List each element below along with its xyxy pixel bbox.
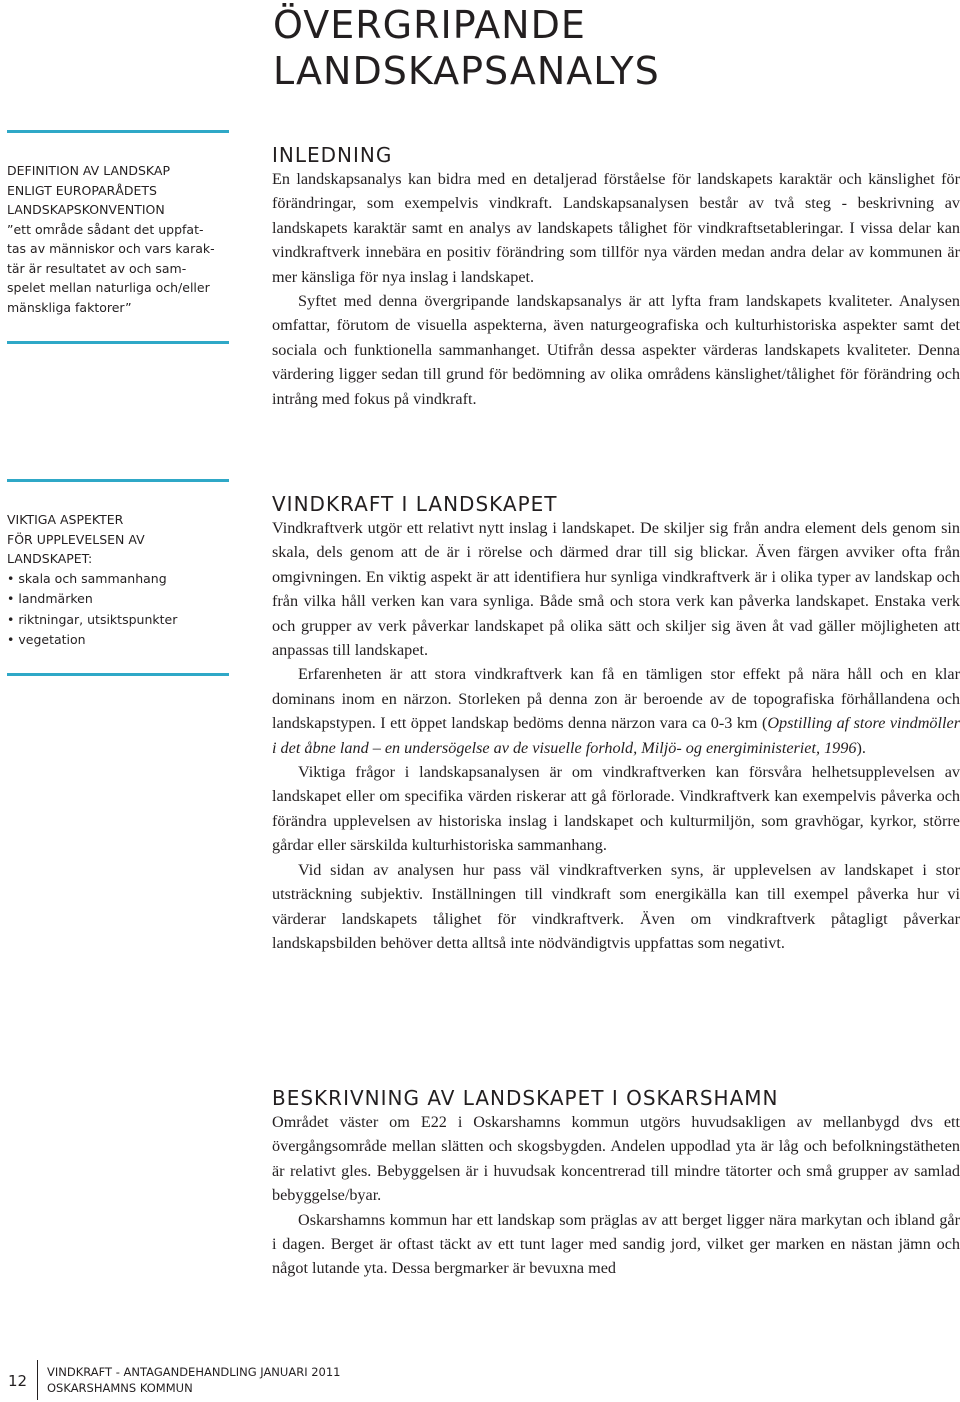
list-item: • skala och sammanhang xyxy=(7,569,229,590)
page-title-line2: LANDSKAPSANALYS xyxy=(273,49,660,93)
page-title xyxy=(273,2,660,94)
paragraph: Området väster om E22 i Oskarshamns kommun utgörs huvudsakligen av mellanbygd dvs ett övergångsområde mellan slätten och skogsbygden. Andelen uppodlad yta är låg och befolkningstätheten är relativt gles. Bebyggelsen är i huvudsak koncentrerad till mindre tätorter och små grupper av samlad bebyggelse/byar. xyxy=(272,1113,960,1205)
paragraph: Vid sidan av analysen hur pass väl vindkraftverken syns, är upplevelsen av landskapet i stor utsträckning subjektiv. Inställningen till vindkraft som energikälla kan till exempel påverka hur vi värderar landskapets tålighet för vindkraftverk. Även om vindkraftverk påtagligt påverkar landskapsbilden behöver detta alltså inte nödvändigtvis uppfattas som negativt. xyxy=(272,860,960,952)
heading-line: FÖR UPPLEVELSEN AV xyxy=(7,531,145,547)
footer-text xyxy=(47,1364,341,1396)
citation: Opstilling af store vindmöller i det åbne land – en undersögelse av de visuelle forhold, Miljö- og energiministeriet, 1996 xyxy=(272,714,960,757)
sidebar-definition-heading xyxy=(7,161,229,220)
quote-line: tas av människor och vars karak- xyxy=(7,241,215,256)
list-item: • riktningar, utsiktspunkter xyxy=(7,610,229,631)
sidebar-top-rule xyxy=(7,130,229,133)
heading-line: LANDSKAPSKONVENTION xyxy=(7,202,165,217)
paragraph xyxy=(272,662,960,760)
page-title-line1: ÖVERGRIPANDE xyxy=(273,3,586,47)
page-footer xyxy=(0,1360,400,1402)
quote-line: spelet mellan naturliga och/eller xyxy=(7,280,210,295)
section-heading: BESKRIVNING AV LANDSKAPET I OSKARSHAMN xyxy=(272,1086,779,1110)
sidebar-aspects-heading xyxy=(7,510,229,569)
section-beskrivning xyxy=(272,1086,960,1281)
sidebar-bottom-rule xyxy=(7,341,229,344)
paragraph: Oskarshamns kommun har ett landskap som präglas av att berget ligger nära markytan och ibland går i dagen. Berget är oftast täckt av ett tunt lager med sandig jord, vilket ger marken en nästan jämn och något lutande yta. Dessa bergmarker är bevuxna med xyxy=(272,1210,960,1278)
heading-line: LANDSKAPET: xyxy=(7,551,93,566)
paragraph-text: Erfarenheten är att stora vindkraftverk kan få en tämligen stor effekt på nära håll och en klar dominans inom en närzon. Storleken på denna zon är beroende av de topografiska förhållandena och landskapstypen. I ett öppet landskap bedöms denna närzon vara ca 0-3 km ( xyxy=(272,665,960,733)
quote-line: tär är resultatet av och sam- xyxy=(7,260,187,276)
list-item: • landmärken xyxy=(7,589,229,610)
section-heading: INLEDNING xyxy=(272,143,393,167)
section-heading: VINDKRAFT I LANDSKAPET xyxy=(272,492,558,516)
sidebar-bottom-rule xyxy=(7,673,229,676)
paragraph: Viktiga frågor i landskapsanalysen är om vindkraftverken kan försvåra helhetsupplevelsen av landskapet eller om specifika värden riskerar att gå förlorade. Vindkraftverk kan exempelvis påverka och förändra upplevelsen av historiska inslag i landskapet och kulturmiljön, som gravhögar, kyrkor, större gårdar eller särskilda kulturhistoriska sammanhang. xyxy=(272,763,960,855)
footer-line: VINDKRAFT - ANTAGANDEHANDLING JANUARI 2011 xyxy=(47,1365,341,1379)
footer-line: OSKARSHAMNS KOMMUN xyxy=(47,1381,193,1395)
sidebar-top-rule xyxy=(7,479,229,482)
section-inledning xyxy=(272,143,960,411)
section-vindkraft xyxy=(272,492,960,955)
quote-line: ”ett område sådant det uppfat- xyxy=(7,221,204,237)
paragraph: Syftet med denna övergripande landskapsanalys är att lyfta fram landskapets kvaliteter. Analysen omfattar, förutom de visuella aspekterna, även naturgeografiska och kulturhistoriska aspekter samt det sociala och funktionella sammanhanget. Utifrån dessa aspekter värderas landskapets kvaliteter. Denna värdering ligger sedan till grund för bedömning av olika områdens känslighet/tålighet för förändring och intrång med fokus på vindkraft. xyxy=(272,292,960,408)
sidebar-aspects-box xyxy=(7,479,229,676)
footer-divider xyxy=(37,1360,38,1400)
heading-line: ENLIGT EUROPARÅDETS xyxy=(7,182,157,198)
paragraph-text: ). xyxy=(856,738,866,757)
sidebar-definition-box xyxy=(7,130,229,344)
quote-line: mänskliga faktorer” xyxy=(7,299,132,315)
heading-line: VIKTIGA ASPEKTER xyxy=(7,512,124,527)
page-number: 12 xyxy=(8,1372,28,1390)
heading-line: DEFINITION AV LANDSKAP xyxy=(7,163,170,178)
sidebar-aspects-list xyxy=(7,569,229,651)
paragraph: En landskapsanalys kan bidra med en detaljerad förståelse för landskapets karaktär och känslighet för förändringar, som exempelvis vindkraft. Landskapsanalysen består av två steg - beskrivning av landskapets karaktär samt en analys av landskapets tålighet för vindkraftsetableringar. I vissa delar kan vindkraftverk innebära en positiv förändring som tillför nya värden medan andra delar av kommunen är mer känsliga för nya inslag i landskapet. xyxy=(272,170,960,286)
sidebar-definition-quote xyxy=(7,220,229,318)
list-item: • vegetation xyxy=(7,630,229,651)
paragraph: Vindkraftverk utgör ett relativt nytt inslag i landskapet. De skiljer sig från andra element dels genom sin skala, dels genom att de är i rörelse och därmed drar till sig blickar. Även färgen avviker ofta från omgivningen. En viktig aspekt är att identifiera hur synliga vindkraftverk är i olika typer av landskap och från vilka håll verken kan vara synliga. Både små och stora verk kan påverka landskapet. Enstaka verk och grupper av verk påverkar landskapet på olika sätt och skiljer sig även åt vad gäller möjligheten att anpassas till landskapet. xyxy=(272,519,960,660)
